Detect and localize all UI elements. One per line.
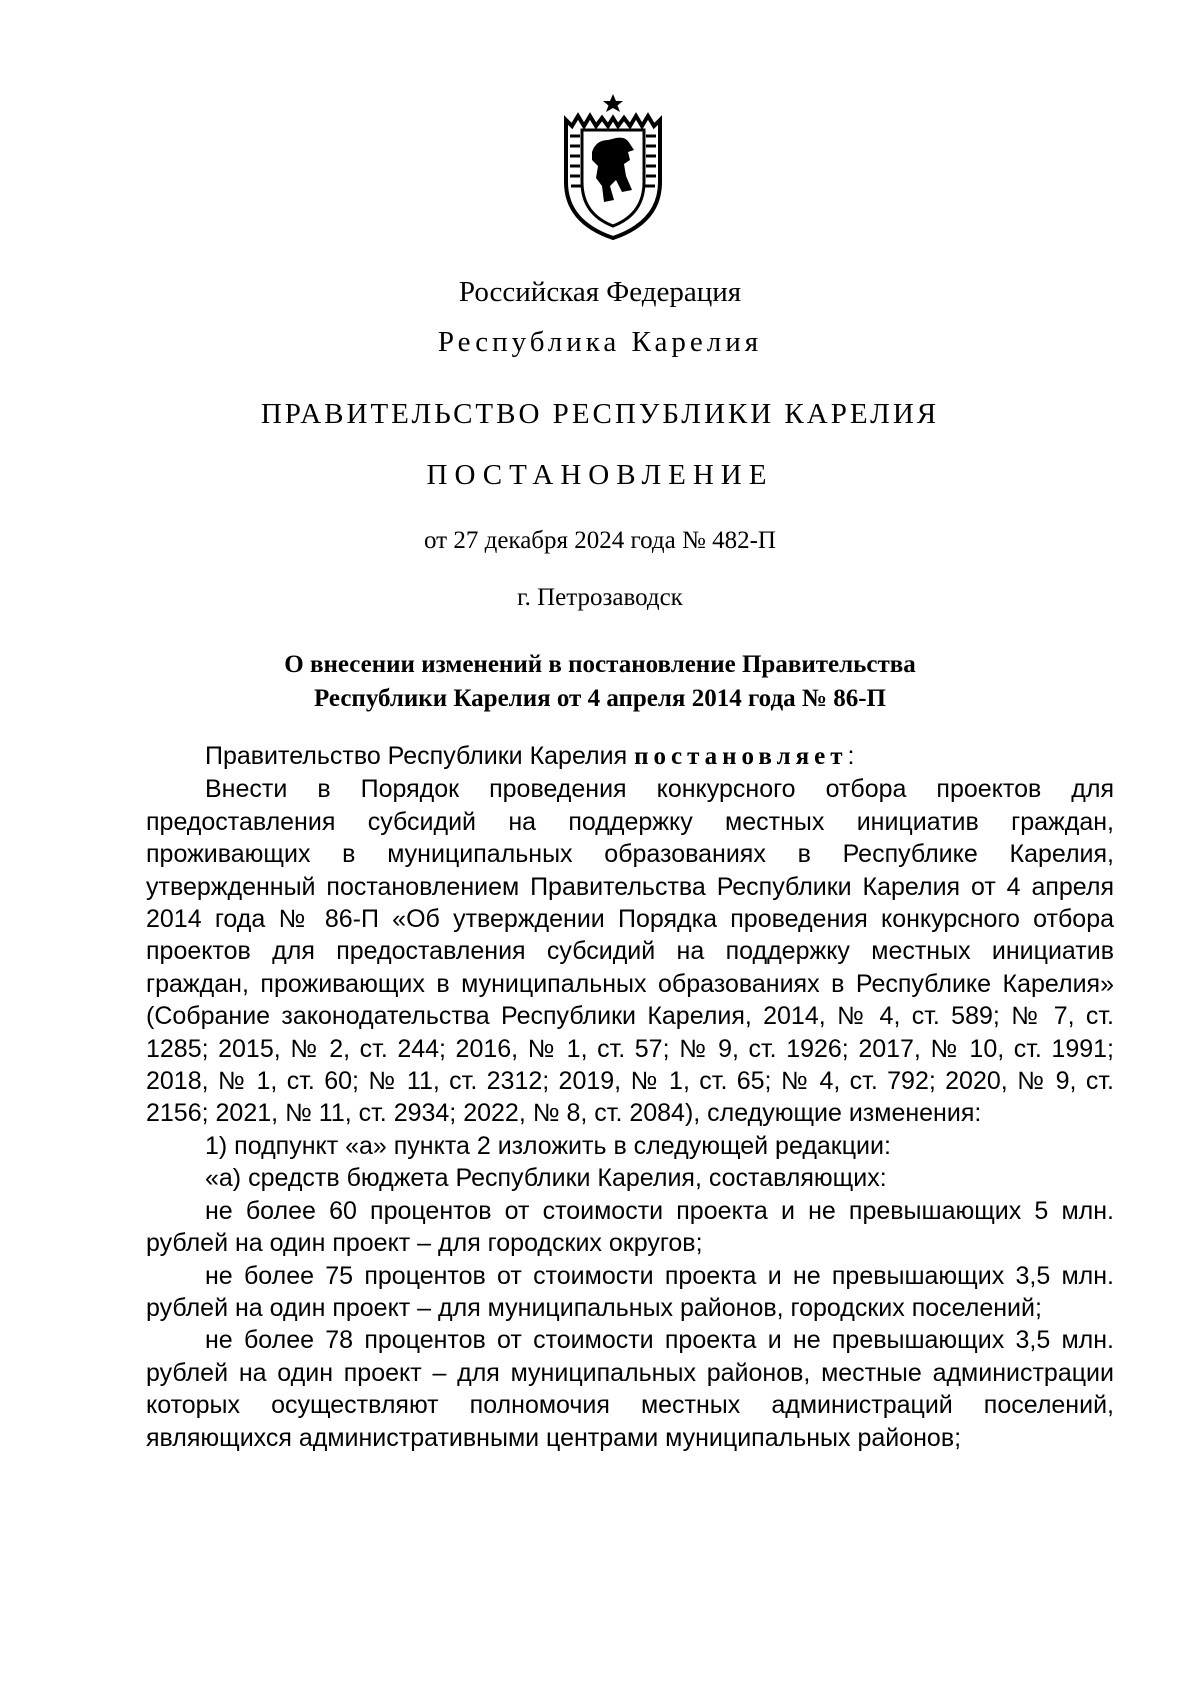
title-line-1: О внесении изменений в постановление Правительства: [284, 651, 916, 678]
item-1a: «а) средств бюджета Республики Карелия, составляющих:: [205, 1164, 887, 1193]
government-name: ПРАВИТЕЛЬСТВО РЕСПУБЛИКИ КАРЕЛИЯ: [260, 398, 940, 430]
document-title: [0, 648, 1200, 716]
intro-suffix: :: [847, 742, 855, 770]
clause-1: не более 60 процентов от стоимости проекта и не превышающих 5 млн. рублей на один проект – для городских округов;: [146, 1196, 1114, 1258]
document-date-number: от 27 декабря 2024 года № 482-П: [424, 527, 776, 554]
clause-3: не более 78 процентов от стоимости проекта и не превышающих 3,5 млн. рублей на один проект – для муниципальных районов, местные администрации которых осуществляют полномочия местных администраций поселений, являющихся административными центрами муниципальных районов;: [146, 1326, 1114, 1452]
region-name: Республика Карелия: [437, 326, 763, 358]
intro-prefix: Правительство Республики Карелия: [205, 742, 635, 770]
main-paragraph: Внести в Порядок проведения конкурсного отбора проектов для предоставления субсидий на поддержку местных инициатив граждан, проживающих в муниципальных образованиях в Республике Карелия, утвержденный постановлением Правительства Республики Карелия от 4 апреля 2014 года № 86-П «Об утверждении Порядка проведения конкурсного отбора проектов для предоставления субсидий на поддержку местных инициатив граждан, проживающих в муниципальных образованиях в Республике Карелия» (Собрание законодательства Республики Карелия, 2014, № 4, ст. 589; № 7, ст. 1285; 2015, № 2, ст. 244; 2016, № 1, ст. 57; № 9, ст. 1926; 2017, № 10, ст. 1991; 2018, № 1, ст. 60; № 11, ст. 2312; 2019, № 1, ст. 65; № 4, ст. 792; 2020, № 9, ст. 2156; 2021, № 11, ст. 2934; 2022, № 8, ст. 2084), следующие изменения:: [146, 775, 1114, 1128]
karelia-coat-of-arms-icon: [560, 90, 666, 240]
title-line-2: Республики Карелия от 4 апреля 2014 года № 86-П: [313, 685, 886, 712]
item-1: 1) подпункт «а» пункта 2 изложить в следующей редакции:: [205, 1131, 891, 1160]
document-type: ПОСТАНОВЛЕНИЕ: [426, 459, 774, 491]
clause-2: не более 75 процентов от стоимости проекта и не превышающих 3,5 млн. рублей на один проект – для муниципальных районов, городских поселений;: [146, 1261, 1114, 1322]
country-name: Российская Федерация: [458, 276, 742, 308]
intro-keyword: постановляет: [634, 743, 848, 770]
document-body: [146, 740, 1114, 1454]
document-city: г. Петрозаводск: [517, 584, 683, 611]
intro-paragraph: [146, 740, 1114, 773]
